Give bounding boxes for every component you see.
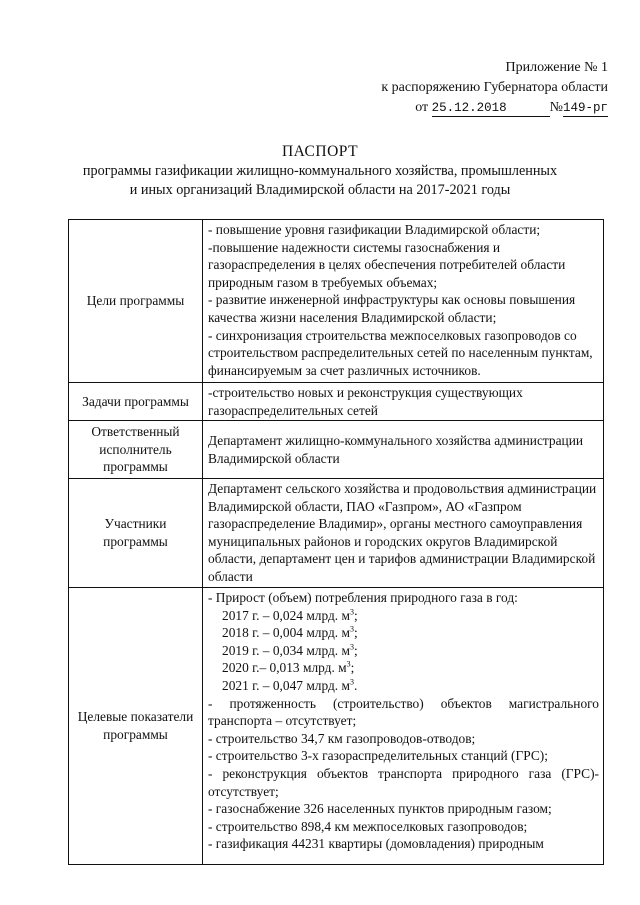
goal-item: - повышение уровня газификации Владимирской области; — [208, 222, 541, 237]
number-label: № — [549, 100, 563, 115]
indicator-year: 2020 г.– 0,013 млрд. $м^3$; — [222, 659, 355, 676]
page-subtitle — [0, 162, 640, 200]
indicator-year: 2021 г. – 0,047 млрд. $м^3$. — [222, 677, 358, 693]
order-date: 25.12.2018 — [432, 101, 550, 117]
indicator-item: - газификация 44231 квартиры (домовладения) природным — [208, 836, 544, 852]
goal-item: - развитие инженерной инфраструктуры как основы повышения качества жизни населения Владимирской области; — [208, 292, 576, 325]
table-row — [69, 383, 604, 421]
table-row — [69, 478, 604, 587]
row-label-participants: Участники программы — [69, 478, 203, 587]
indicator-item: - газоснабжение 326 населенных пунктов природным газом; — [208, 801, 552, 817]
row-label-goals: Цели программы — [69, 220, 203, 383]
executor-content: Департамент жилищно-коммунального хозяйства администрации Владимирской области — [203, 421, 604, 479]
indicator-item: - реконструкция объектов транспорта природного газа (ГРС)- отсутствует; — [208, 765, 599, 799]
subtitle-line-2: и иных организаций Владимирской области на 2017-2021 годы — [129, 182, 511, 198]
tasks-content: -строительство новых и реконструкция существующих газораспределительных сетей — [203, 383, 604, 421]
indicator-item: - строительство 34,7 км газопроводов-отводов; — [208, 730, 476, 746]
indicators-content — [203, 587, 604, 864]
indicator-item: - строительство 898,4 км межпоселковых газопроводов; — [208, 818, 528, 834]
table-row — [69, 421, 604, 479]
from-label: от — [415, 100, 429, 115]
appendix-date-line — [308, 98, 608, 118]
goals-content — [203, 220, 604, 383]
appendix-title: Приложение № 1 — [505, 60, 608, 75]
row-label-tasks: Задачи программы — [69, 383, 203, 421]
indicator-year: 2019 г. – 0,034 млрд. $м^3$; — [222, 642, 358, 658]
indicator-intro: - Прирост (объем) потребления природного газа в год: — [208, 589, 518, 605]
goal-item: -повышение надежности системы газоснабжения и газораспределения в целях обеспечения потребителей области природным газом в требуемых объемах; — [208, 239, 566, 290]
participants-content: Департамент сельского хозяйства и продовольствия администрации Владимирской области, ПАО «Газпром», АО «Газпром газораспределение Владимир», органы местного самоуправления муниципальных районов и городских округов Владимирской области, департамент цен и тарифов администрации Владимирской области — [203, 478, 604, 587]
page-cut-spacer — [208, 853, 599, 863]
appendix-block — [308, 58, 608, 118]
table-row — [69, 220, 604, 383]
passport-table — [68, 219, 604, 865]
indicator-item: - протяженность (строительство) объектов магистрального транспорта – отсутствует; — [208, 695, 599, 729]
page-title: ПАСПОРТ — [281, 143, 359, 160]
indicator-year: 2018 г. – 0,004 млрд. $м^3$; — [222, 624, 358, 641]
table-row — [69, 587, 604, 864]
goal-item: - синхронизация строительства межпоселковых газопроводов со строительством распределительных сетей по населенным пунктам, финансируемым за счет различных источников. — [208, 327, 593, 378]
indicator-item: - строительство 3-х газораспределительных станций (ГРС); — [208, 748, 548, 764]
row-label-executor: Ответственный исполнитель программы — [69, 421, 203, 479]
appendix-order-ref: к распоряжению Губернатора области — [381, 80, 608, 95]
order-number: 149-рг — [562, 101, 608, 115]
subtitle-line-1: программы газификации жилищно-коммунального хозяйства, промышленных — [82, 163, 558, 179]
row-label-indicators: Целевые показатели программы — [69, 587, 203, 864]
indicator-year: 2017 г. – 0,024 млрд. $м^3$; — [222, 607, 358, 623]
